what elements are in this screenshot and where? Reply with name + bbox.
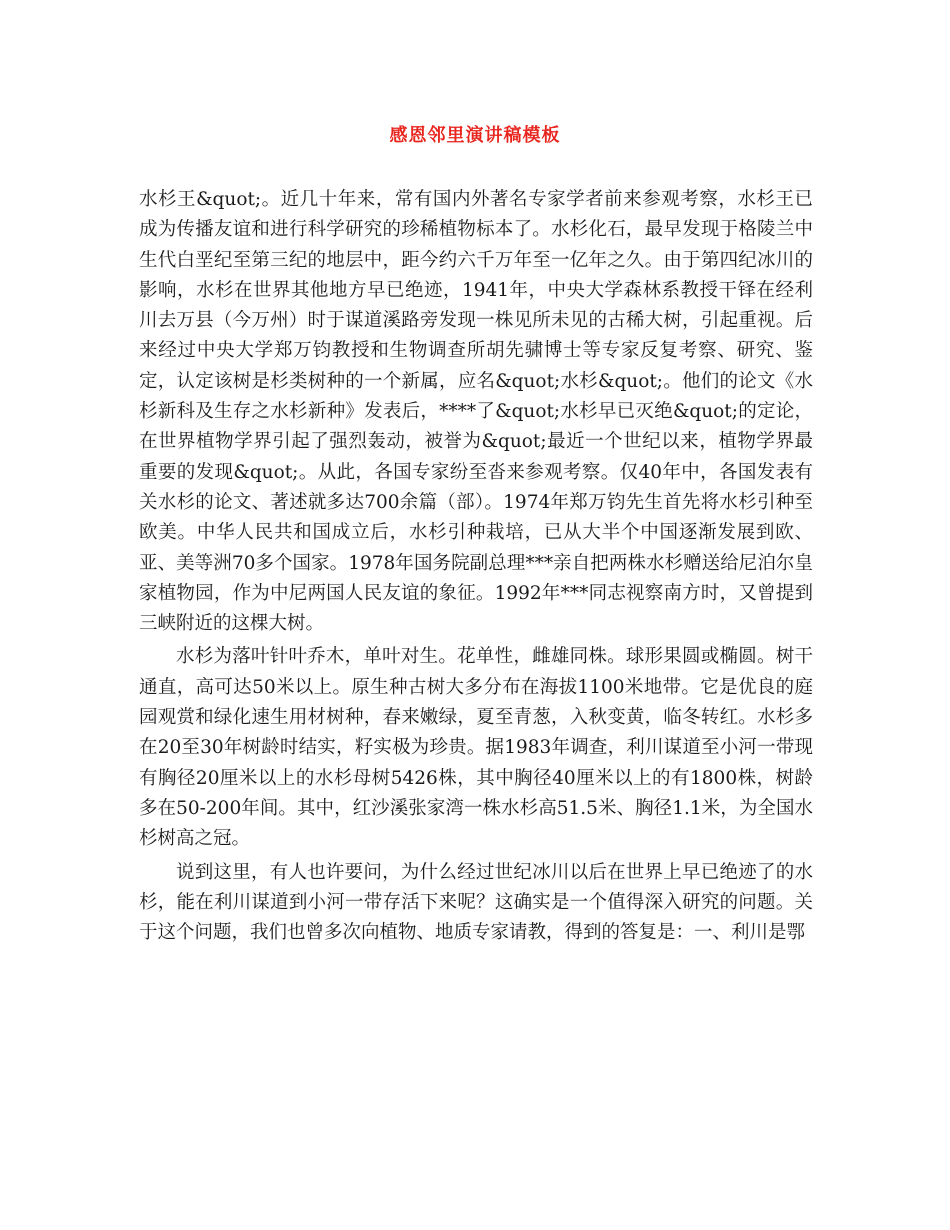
paragraph: 水杉王&quot;。近几十年来，常有国内外著名专家学者前来参观考察，水杉王已成为传播友谊和进行科学研究的珍稀植物标本了。水杉化石，最早发现于格陵兰中生代白垩纪至第三纪的地层中，距今约六千万年至一亿年之久。由于第四纪冰川的影响，水杉在世界其他地方早已绝迹，1941年，中央大学森林系教授干铎在经利川去万县（今万州）时于谋道溪路旁发现一株见所未见的古稀大树，引起重视。后来经过中央大学郑万钧教授和生物调查所胡先骕博士等专家反复考察、研究、鉴定，认定该树是杉类树种的一个新属，应名&quot;水杉&quot;。他们的论文《水杉新科及生存之水杉新种》发表后，****了&quot;水杉早已灭绝&quot;的定论，在世界植物学界引起了强烈轰动，被誉为&quot;最近一个世纪以来，植物学界最重要的发现&quot;。从此，各国专家纷至沓来参观考察。仅40年中，各国发表有关水杉的论文、著述就多达700余篇（部）。1974年郑万钧先生首先将水杉引种至欧美。中华人民共和国成立后，水杉引种栽培，已从大半个中国逐渐发展到欧、亚、美等洲70多个国家。1978年国务院副总理***亲自把两株水杉赠送给尼泊尔皇家植物园，作为中尼两国人民友谊的象征。1992年***同志视察南方时，又曾提到三峡附近的这棵大树。 [139,189,813,635]
paragraph: 水杉为落叶针叶乔木，单叶对生。花单性，雌雄同株。球形果圆或椭圆。树干通直，高可达50米以上。原生种古树大多分布在海拔1100米地带。它是优良的庭园观赏和绿化速生用材树种，春来嫩绿，夏至青葱，入秋变黄，临冬转红。水杉多在20至30年树龄时结实，籽实极为珍贵。据1983年调查，利川谋道至小河一带现有胸径20厘米以上的水杉母树5426株，其中胸径40厘米以上的有1800株，树龄多在50-200年间。其中，红沙溪张家湾一株水杉高51.5米、胸径1.1米，为全国水杉树高之冠。 [139,646,813,850]
document-body [139,185,813,948]
document-title: 感恩邻里演讲稿模板 [389,125,561,146]
paragraph: 说到这里，有人也许要问，为什么经过世纪冰川以后在世界上早已绝迹了的水杉，能在利川谋道到小河一带存活下来呢？这确实是一个值得深入研究的问题。关于这个问题，我们也曾多次向植物、地质专家请教，得到的答复是：一、利川是鄂 [139,861,813,944]
